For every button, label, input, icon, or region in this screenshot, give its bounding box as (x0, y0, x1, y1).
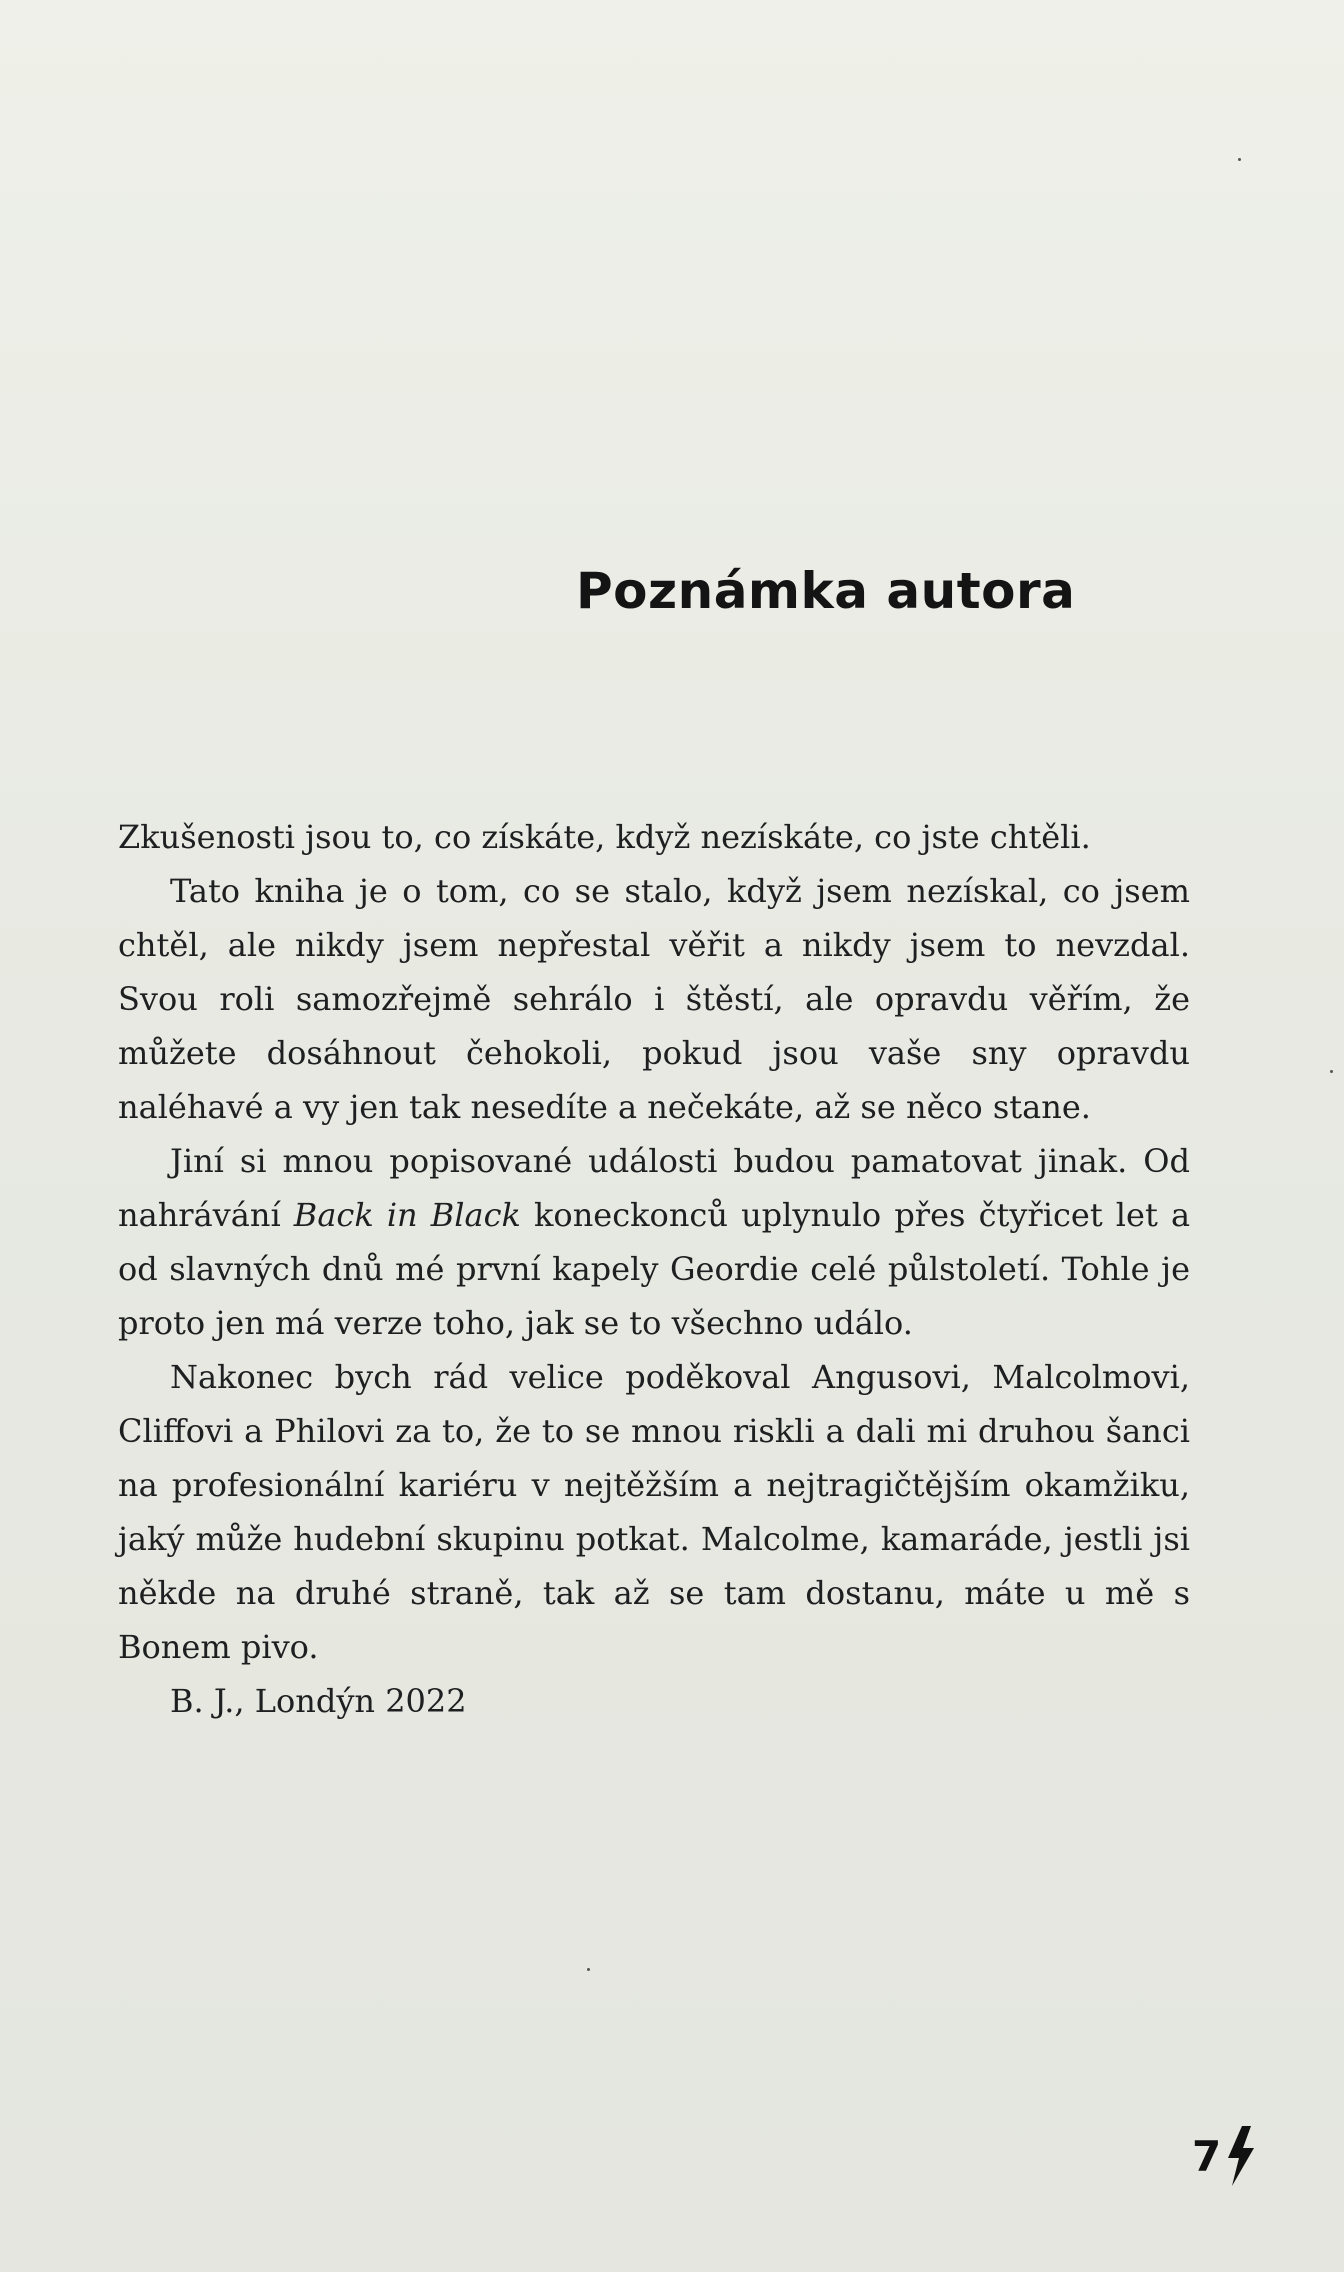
paragraph-3-end: koneckonců uplynulo přes čtyřicet let a od slavných dnů mé první kapely Geordie celé půlstoletí. Tohle je proto jen má verze toho, jak se to všechno událo. (118, 1196, 1191, 1342)
chapter-title: Poznámka autora (576, 561, 1076, 620)
paragraph-2: Tato kniha je o tom, co se stalo, když jsem nezískal, co jsem chtěl, ale nikdy jsem nepřestal věřit a nikdy jsem to nevzdal. Svou roli samozřejmě sehrálo i štěstí, ale opravdu věřím, že můžete dosáhnout čehokoli, pokud jsou vaše sny opravdu naléhavé a vy jen tak nesedíte a nečekáte, až se něco stane. (118, 872, 1190, 1126)
paragraph-1: Zkušenosti jsou to, co získáte, když nezískáte, co jste chtěli. (118, 818, 1091, 856)
paragraph-4: Nakonec bych rád velice poděkoval Angusovi, Malcolmovi, Cliffovi a Philovi za to, že to se mnou riskli a dali mi druhou šanci na profesionální kariéru v nejtěžším a nejtragičtějším okamžiku, jaký může hudební skupinu potkat. Malcolme, kamaráde, jestli jsi někde na druhé straně, tak až se tam dostanu, máte u mě s Bonem pivo. (118, 1358, 1190, 1666)
lightning-bolt-icon (1224, 2126, 1258, 2186)
paper-speck (1238, 158, 1241, 161)
album-title: Back in Black (293, 1196, 521, 1234)
paper-speck (587, 1968, 590, 1971)
page-number: 7 (1192, 2132, 1222, 2181)
paper-speck (1330, 1070, 1333, 1073)
paragraph-3-start: Jiní si mnou popisované události budou pamatovat jinak. Od nahrávání (118, 1142, 1190, 1234)
paragraph-3 (118, 1134, 1190, 1350)
body-text (118, 810, 1190, 1728)
signature: B. J., Londýn 2022 (170, 1682, 467, 1720)
